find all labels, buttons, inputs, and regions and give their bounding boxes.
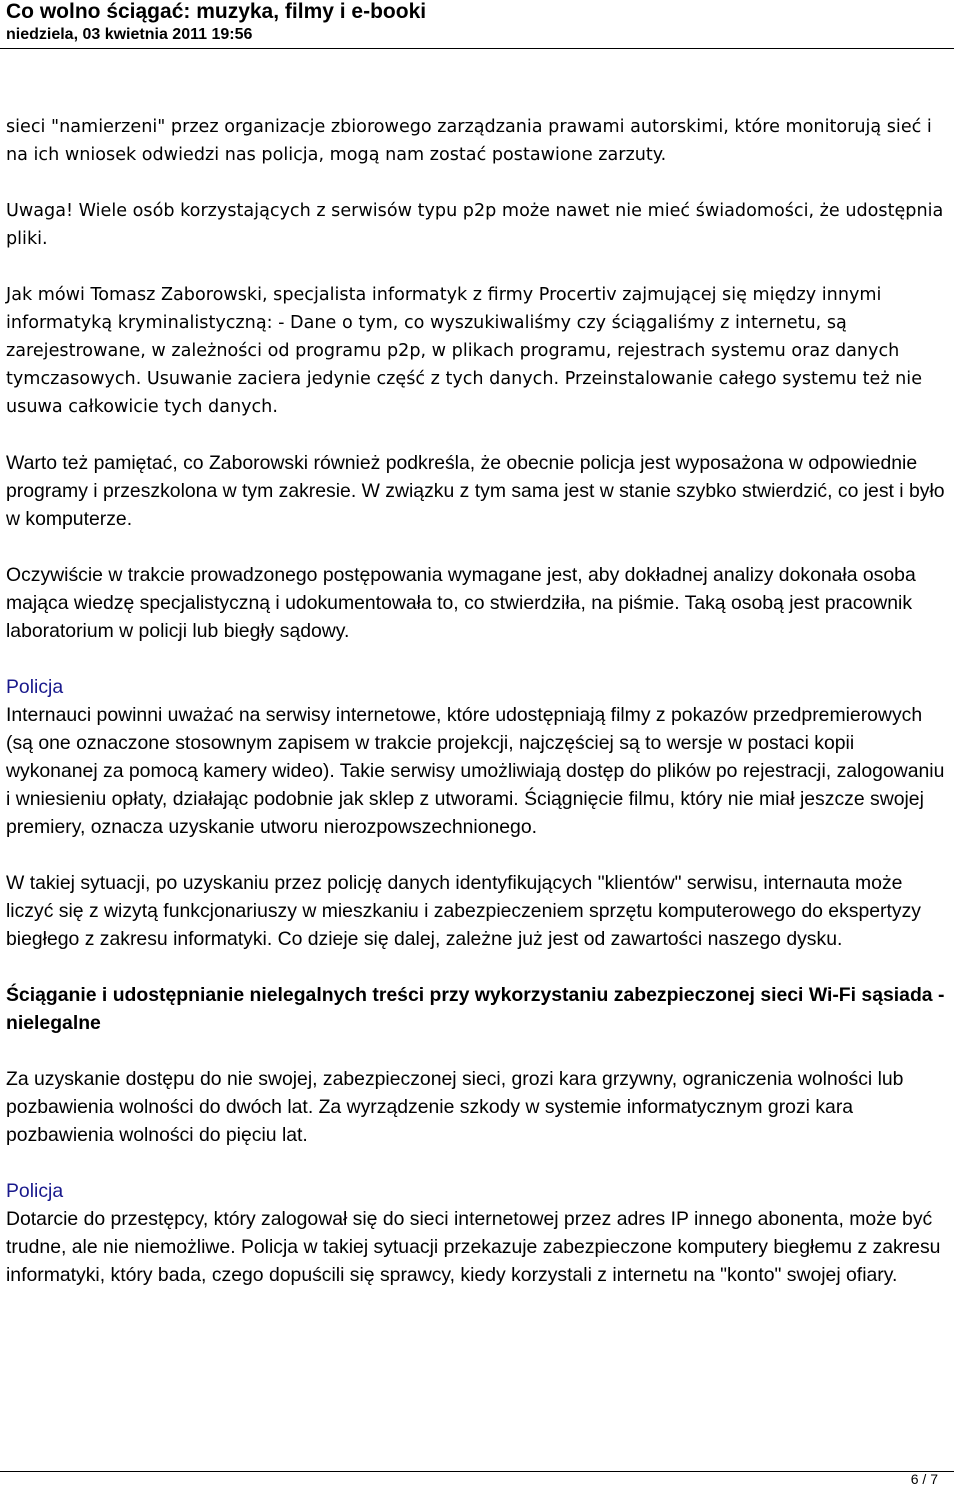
document-title: Co wolno ściągać: muzyka, filmy i e-booki [6, 0, 427, 23]
paragraph-4: Warto też pamiętać, co Zaborowski również podkreśla, że obecnie policja jest wyposażona w odpowiednie programy i przeszkolona w tym zakresie. W związku z tym sama jest w stanie szybko stwierdzić, co jest i było w komputerze. [6, 452, 945, 530]
paragraph-9: Dotarcie do przestępcy, który zalogował się do sieci internetowej przez adres IP innego abonenta, może być trudne, ale nie niemożliwe. Policja w takiej sytuacji przekazuje zabezpieczone komputery biegłemu z zakresu informatyki, który bada, czego dopuścili się sprawcy, kiedy korzystali z internetu na "konto" swojej ofiary. [6, 1208, 941, 1286]
page-number: 6 / 7 [910, 1471, 938, 1487]
paragraph-2: Uwaga! Wiele osób korzystających z serwisów typu p2p może nawet nie mieć świadomości, że udostępnia pliki. [6, 201, 944, 249]
paragraph-3: Jak mówi Tomasz Zaborowski, specjalista informatyk z firmy Procertiv zajmującej się między innymi informatyką kryminalistyczną: - Dane o tym, co wyszukiwaliśmy czy ściągaliśmy z internetu, są zarejestrowane, w zależności od programu p2p, w plikach programu, rejestrach systemu oraz danych tymczasowych. Usuwanie zaciera jedynie część z tych danych. Przeinstalowanie całego systemu też nie usuwa całkowicie tych danych. [6, 285, 923, 417]
section-heading-wifi: Ściąganie i udostępnianie nielegalnych treści przy wykorzystaniu zabezpieczonej sieci Wi-Fi sąsiada - nielegalne [6, 984, 945, 1034]
policja-section-2 [6, 1177, 951, 1289]
policja-section-1 [6, 673, 951, 841]
paragraph-5: Oczywiście w trakcie prowadzonego postępowania wymagane jest, aby dokładnej analizy dokonała osoba mająca wiedzę specjalistyczną i udokumentowała to, co stwierdziła, na piśmie. Taką osobą jest pracownik laboratorium w policji lub biegły sądowy. [6, 564, 916, 642]
section-heading-policja: Policja [6, 676, 64, 698]
section-heading-policja-2: Policja [6, 1180, 64, 1202]
page-header [6, 0, 954, 45]
paragraph-1: sieci "namierzeni" przez organizacje zbiorowego zarządzania prawami autorskimi, które monitorują sieć i na ich wniosek odwiedzi nas policja, mogą nam zostać postawione zarzuty. [6, 117, 932, 165]
article-body [6, 113, 951, 1317]
paragraph-6: Internauci powinni uważać na serwisy internetowe, które udostępniają filmy z pokazów przedpremierowych (są one oznaczone stosownym zapisem w trakcie projekcji, najczęściej są to wersje w postaci kopii wykonanej za pomocą kamery wideo). Takie serwisy umożliwiają dostęp do plików po rejestracji, zalogowaniu i wniesieniu opłaty, działając podobnie jak sklep z utworami. Ściągnięcie filmu, który nie miał jeszcze swojej premiery, oznacza uzyskanie utworu nierozpowszechnionego. [6, 704, 945, 838]
header-divider [0, 48, 954, 49]
paragraph-8: Za uzyskanie dostępu do nie swojej, zabezpieczonej sieci, grozi kara grzywny, ograniczenia wolności lub pozbawienia wolności do dwóch lat. Za wyrządzenie szkody w systemie informatycznym grozi kara pozbawienia wolności do pięciu lat. [6, 1068, 904, 1146]
paragraph-7: W takiej sytuacji, po uzyskaniu przez policję danych identyfikujących "klientów" serwisu, internauta może liczyć się z wizytą funkcjonariuszy w mieszkaniu i zabezpieczeniem sprzętu komputerowego do ekspertyzy biegłego z zakresu informatyki. Co dzieje się dalej, zależne już jest od zawartości naszego dysku. [6, 872, 921, 950]
footer-divider [0, 1471, 954, 1472]
document-date: niedziela, 03 kwietnia 2011 19:56 [6, 26, 253, 43]
